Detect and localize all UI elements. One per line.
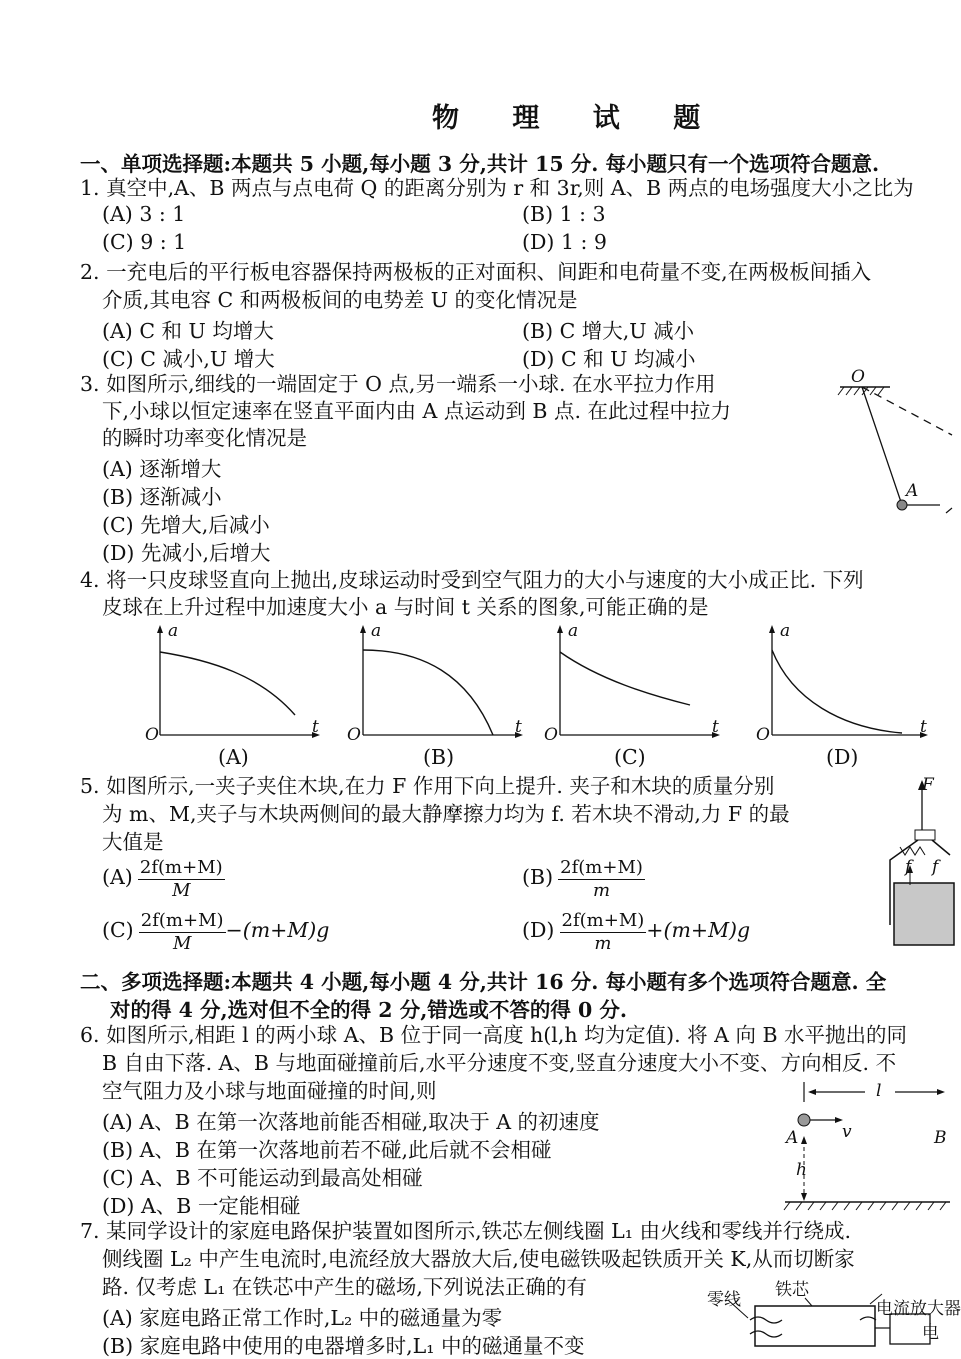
q6-balls-figure (780, 1080, 950, 1210)
q3-stem-line3: 的瞬时功率变化情况是 (102, 426, 307, 450)
page-title: 物 理 试 题 (432, 103, 723, 134)
q5-stem-line3: 大值是 (102, 830, 164, 854)
q7-option-b: (B) 家庭电路中使用的电器增多时,L₁ 中的磁通量不变 (102, 1334, 585, 1358)
q7-label-amplifier: 电流放大器 (876, 1299, 961, 1319)
q4d-axis-t: t (920, 717, 927, 737)
q6-label-b: B (934, 1128, 947, 1148)
q3-label-o: O (851, 367, 865, 387)
q4a-axis-a: a (168, 621, 179, 641)
q4-stem-line1: 4. 将一只皮球竖直向上抛出,皮球运动时受到空气阻力的大小与速度的大小成正比. 下列 (80, 568, 864, 592)
q3-label-a: A (906, 481, 919, 501)
q4c-axis-t: t (712, 717, 719, 737)
section1-heading: 一、单项选择题:本题共 5 小题,每小题 3 分,共计 15 分. 每小题只有一个选项符合题意. (80, 152, 880, 176)
q5-option-c: (C) $\frac{2f(m+M)}{M}$ −(m+M)g (102, 910, 330, 954)
q5-option-d: (D) $\frac{2f(m+M)}{m}$ +(m+M)g (522, 910, 751, 954)
q4d-origin: O (756, 725, 770, 745)
q7-label-e: 电 (922, 1323, 939, 1343)
q7-label-iron-core: 铁芯 (775, 1280, 809, 1300)
q6-label-h: h (796, 1160, 807, 1180)
q6-option-a: (A) A、B 在第一次落地前能否相碰,取决于 A 的初速度 (102, 1110, 600, 1134)
q5-label-f-left: f (905, 857, 912, 877)
q1-option-d: (D) 1 : 9 (522, 230, 607, 254)
section2-heading-line1: 二、多项选择题:本题共 4 小题,每小题 4 分,共计 16 分. 每小题有多个选项符合题意. 全 (80, 970, 887, 994)
q4-stem-line2: 皮球在上升过程中加速度大小 a 与时间 t 关系的图象,可能正确的是 (102, 595, 709, 619)
q6-stem-line1: 6. 如图所示,相距 l 的两小球 A、B 位于同一高度 h(l,h 均为定值). 将 A 向 B 水平抛出的同 (80, 1023, 908, 1047)
q4-label-c: (C) (614, 745, 646, 769)
q4a-axis-t: t (312, 717, 319, 737)
q5-label-f-right: f (932, 857, 939, 877)
q6-stem-line2: B 自由下落. A、B 与地面碰撞前后,水平分速度不变,竖直分速度大小不变、方向相反. 不 (102, 1051, 897, 1075)
q3-option-c: (C) 先增大,后减小 (102, 513, 270, 537)
q1-stem: 1. 真空中,A、B 两点与点电荷 Q 的距离分别为 r 和 3r,则 A、B 两点的电场强度大小之比为 (80, 176, 914, 200)
q6-label-a: A (786, 1128, 799, 1148)
q7-label-zero-line: 零线 (707, 1290, 741, 1310)
q2-stem-line2: 介质,其电容 C 和两极板间的电势差 U 的变化情况是 (102, 288, 578, 312)
q3-stem-line2: 下,小球以恒定速率在竖直平面内由 A 点运动到 B 点. 在此过程中拉力 (102, 399, 731, 423)
q2-option-c: (C) C 减小,U 增大 (102, 347, 275, 371)
q2-option-d: (D) C 和 U 均减小 (522, 347, 696, 371)
q7-stem-line3: 路. 仅考虑 L₁ 在铁芯中产生的磁场,下列说法正确的有 (102, 1275, 587, 1299)
q4a-origin: O (145, 725, 159, 745)
q6-label-l: l (876, 1081, 882, 1101)
q4c-axis-a: a (568, 621, 579, 641)
q7-stem-line1: 7. 某同学设计的家庭电路保护装置如图所示,铁芯左侧线圈 L₁ 由火线和零线并行绕成. (80, 1219, 851, 1243)
q3-option-a: (A) 逐渐增大 (102, 457, 222, 481)
q5-option-a: (A) $\frac{2f(m+M)}{M}$ (102, 857, 223, 901)
q1-option-b: (B) 1 : 3 (522, 202, 606, 226)
q6-option-b: (B) A、B 在第一次落地前若不碰,此后就不会相碰 (102, 1138, 552, 1162)
q5-stem-line1: 5. 如图所示,一夹子夹住木块,在力 F 作用下向上提升. 夹子和木块的质量分别 (80, 774, 775, 798)
q2-option-a: (A) C 和 U 均增大 (102, 319, 274, 343)
q3-option-d: (D) 先减小,后增大 (102, 541, 271, 565)
q1-option-c: (C) 9 : 1 (102, 230, 187, 254)
q4b-axis-t: t (515, 717, 522, 737)
q6-stem-line3: 空气阻力及小球与地面碰撞的时间,则 (102, 1079, 437, 1103)
q7-stem-line2: 侧线圈 L₂ 中产生电流时,电流经放大器放大后,使电磁铁吸起铁质开关 K,从而切断家 (102, 1247, 855, 1271)
q5-option-b: (B) $\frac{2f(m+M)}{m}$ (522, 857, 643, 901)
q6-option-c: (C) A、B 不可能运动到最高处相碰 (102, 1166, 423, 1190)
q4-label-d: (D) (826, 745, 859, 769)
q7-option-a: (A) 家庭电路正常工作时,L₂ 中的磁通量为零 (102, 1306, 503, 1330)
q3-pendulum-figure (830, 365, 950, 525)
q2-option-b: (B) C 增大,U 减小 (522, 319, 695, 343)
section2-heading-line2: 对的得 4 分,选对但不全的得 2 分,错选或不答的得 0 分. (110, 998, 628, 1022)
q5-stem-line2: 为 m、M,夹子与木块两侧间的最大静摩擦力均为 f. 若木块不滑动,力 F 的最 (102, 802, 790, 826)
q6-label-v: v (842, 1122, 852, 1142)
q4d-axis-a: a (780, 621, 791, 641)
q4-label-b: (B) (423, 745, 455, 769)
q5-label-f-force: F (922, 775, 934, 795)
q4b-axis-a: a (371, 621, 382, 641)
q4b-origin: O (347, 725, 361, 745)
q4c-origin: O (544, 725, 558, 745)
q2-stem-line1: 2. 一充电后的平行板电容器保持两极板的正对面积、间距和电荷量不变,在两极板间插入 (80, 260, 872, 284)
q1-option-a: (A) 3 : 1 (102, 202, 186, 226)
q4-label-a: (A) (218, 745, 249, 769)
q3-option-b: (B) 逐渐减小 (102, 485, 222, 509)
q3-stem-line1: 3. 如图所示,细线的一端固定于 O 点,另一端系一小球. 在水平拉力作用 (80, 372, 716, 396)
q6-option-d: (D) A、B 一定能相碰 (102, 1194, 301, 1218)
